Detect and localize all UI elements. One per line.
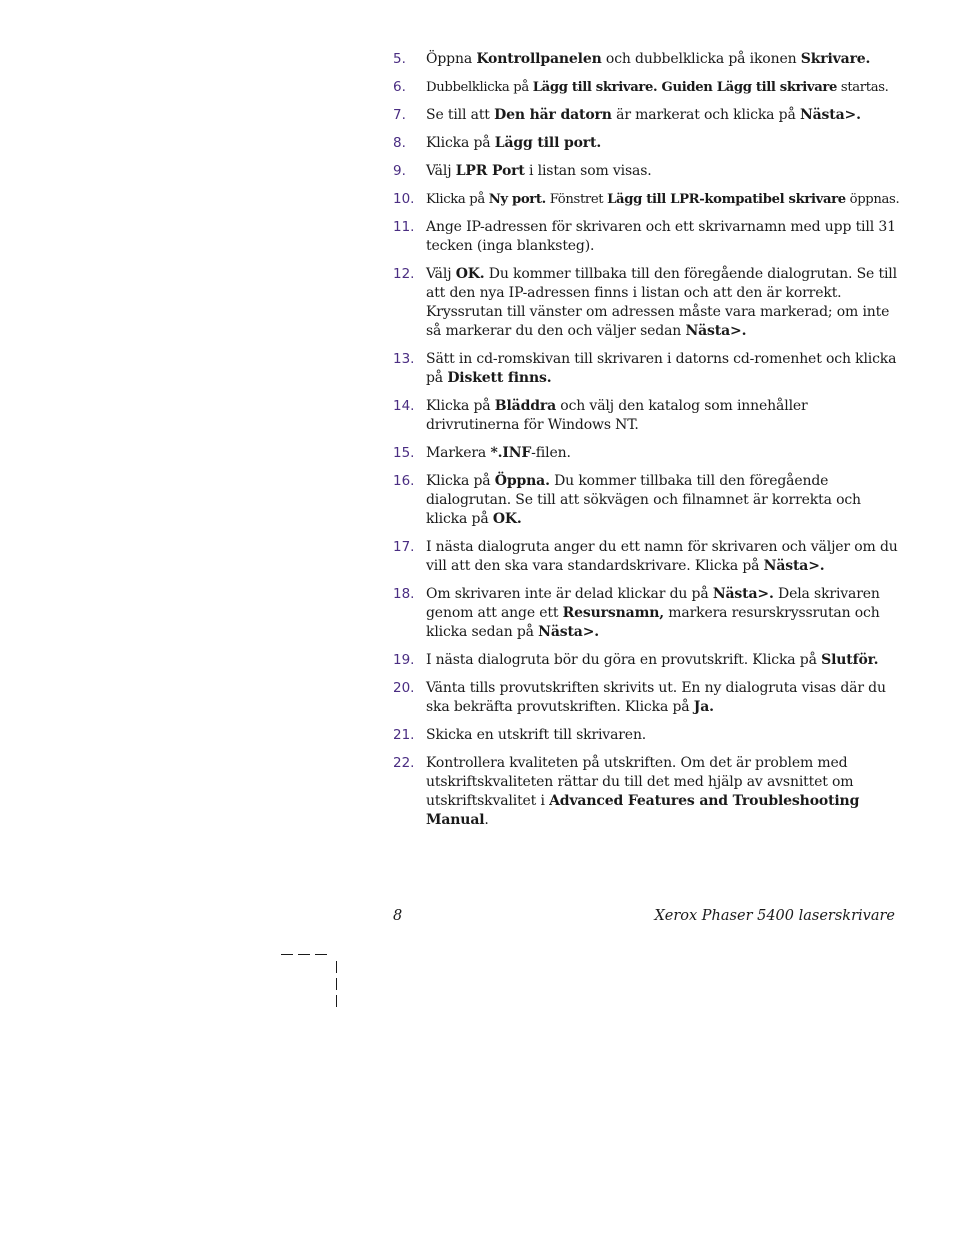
step-text-run: Ange IP-adressen för skrivaren och ett skrivarnamn med upp till 31 tecken (inga blanksteg).	[426, 219, 896, 254]
step-item	[393, 190, 903, 209]
step-text	[426, 265, 903, 341]
change-bar	[336, 961, 337, 973]
step-text	[426, 679, 903, 717]
step-text-bold: Diskett finns.	[447, 370, 552, 386]
step-text-run: Fönstret	[545, 192, 608, 207]
step-text	[426, 134, 903, 153]
crop-mark-dash	[315, 954, 327, 955]
step-number: 12.	[393, 266, 415, 282]
step-text	[426, 726, 903, 745]
step-text	[426, 162, 903, 181]
step-text-bold: Nästa>.	[685, 323, 747, 339]
step-text-bold: Nästa>.	[799, 107, 861, 123]
step-text-run: I nästa dialogruta bör du göra en provutskrift. Klicka på	[426, 652, 822, 668]
step-text	[426, 78, 903, 97]
step-text-bold: Ja.	[693, 699, 714, 715]
step-item	[393, 444, 903, 463]
step-item	[393, 350, 903, 388]
step-number: 21.	[393, 727, 415, 743]
step-text-bold: Lägg till LPR-kompatibel skrivare	[607, 192, 846, 207]
step-text-run: Välj	[426, 163, 456, 179]
step-text-run: Klicka på	[426, 192, 489, 207]
step-number: 6.	[393, 79, 406, 95]
step-text-run: och välj den katalog som innehåller drivrutinerna för Windows NT.	[426, 398, 808, 433]
step-item	[393, 754, 903, 830]
change-bar	[336, 995, 337, 1007]
step-text-bold: Resursnamn,	[562, 605, 664, 621]
step-text-bold: Skrivare.	[800, 51, 871, 67]
step-text	[426, 190, 903, 209]
step-item	[393, 585, 903, 642]
step-text-run: Vänta tills provutskriften skrivits ut. En ny dialogruta visas där du ska bekräfta provutskriften. Klicka på	[426, 680, 886, 715]
step-text-bold: Lägg till skrivare. Guiden Lägg till skrivare	[532, 80, 838, 95]
step-item	[393, 162, 903, 181]
step-text	[426, 651, 903, 670]
step-number: 13.	[393, 351, 415, 367]
step-text	[426, 106, 903, 125]
step-text-bold: OK.	[492, 511, 522, 527]
step-text-run: Dubbelklicka på	[426, 80, 533, 95]
step-item	[393, 78, 903, 97]
crop-mark-dash	[298, 954, 310, 955]
instruction-list	[393, 50, 903, 839]
step-item	[393, 538, 903, 576]
step-text-bold: LPR Port	[455, 163, 525, 179]
step-text-run: Om skrivaren inte är delad klickar du på	[426, 586, 713, 602]
step-item	[393, 134, 903, 153]
step-text-bold: Öppna.	[494, 473, 550, 489]
step-text-run: I nästa dialogruta anger du ett namn för skrivaren och väljer om du vill att den ska vara standardskrivare. Klicka på	[426, 539, 898, 574]
step-text	[426, 754, 903, 830]
step-number: 18.	[393, 586, 415, 602]
step-text-bold: OK.	[455, 266, 485, 282]
step-text-run: .	[484, 812, 489, 828]
step-item	[393, 726, 903, 745]
step-text-run: Klicka på	[426, 398, 495, 414]
step-number: 5.	[393, 51, 406, 67]
step-number: 14.	[393, 398, 415, 414]
step-item	[393, 651, 903, 670]
step-text	[426, 472, 903, 529]
step-item	[393, 106, 903, 125]
step-text	[426, 585, 903, 642]
step-text-bold: Lägg till port.	[494, 135, 602, 151]
step-number: 10.	[393, 191, 415, 207]
step-text-bold: Nästa>.	[538, 624, 600, 640]
step-text-run: Sätt in cd-romskivan till skrivaren i datorns cd-romenhet och klicka på	[426, 351, 897, 386]
crop-mark-dash	[281, 954, 293, 955]
page-number: 8	[393, 908, 403, 924]
step-text-run: i listan som visas.	[524, 163, 652, 179]
step-text-run: Dela skrivaren genom att ange ett	[426, 586, 880, 621]
step-text-run: och dubbelklicka på ikonen	[601, 51, 801, 67]
step-text	[426, 218, 903, 256]
step-text-run: Öppna	[426, 51, 477, 67]
step-text-bold: *.INF	[490, 445, 532, 461]
step-text	[426, 350, 903, 388]
step-text-run: öppnas.	[845, 192, 900, 207]
step-text-run: Markera	[426, 445, 491, 461]
step-text	[426, 397, 903, 435]
step-text-bold: Advanced Features and Troubleshooting Manual	[426, 793, 860, 828]
step-item	[393, 50, 903, 69]
step-item	[393, 472, 903, 529]
change-bar	[336, 978, 337, 990]
step-text-run: är markerat och klicka på	[611, 107, 800, 123]
step-number: 15.	[393, 445, 415, 461]
step-number: 17.	[393, 539, 415, 555]
step-text-bold: Kontrollpanelen	[476, 51, 602, 67]
step-text-run: Klicka på	[426, 473, 495, 489]
step-number: 7.	[393, 107, 406, 123]
step-text-run: Du kommer tillbaka till den föregående dialogrutan. Se till att den nya IP-adressen finns i listan och att den är korrekt. Kryssrutan till vänster om adressen måste vara markerad; om inte så markerar du den och väljer sedan	[426, 266, 897, 339]
step-item	[393, 218, 903, 256]
step-text-run: Välj	[426, 266, 456, 282]
step-text-bold: Slutför.	[821, 652, 879, 668]
step-text-run: Klicka på	[426, 135, 495, 151]
step-text-run: markera resurskryssrutan och klicka sedan på	[426, 605, 880, 640]
step-number: 20.	[393, 680, 415, 696]
step-text-bold: Ny port.	[488, 192, 546, 207]
step-item	[393, 265, 903, 341]
step-text-bold: Den här datorn	[494, 107, 612, 123]
step-number: 19.	[393, 652, 415, 668]
step-number: 8.	[393, 135, 406, 151]
step-item	[393, 679, 903, 717]
step-text-run: startas.	[837, 80, 889, 95]
step-text-run: Du kommer tillbaka till den föregående dialogrutan. Se till att sökvägen och filnamnet är korrekta och klicka på	[426, 473, 861, 527]
step-text-run: Skicka en utskrift till skrivaren.	[426, 727, 647, 743]
step-text	[426, 50, 903, 69]
step-text-run: Kontrollera kvaliteten på utskriften. Om det är problem med utskriftskvaliteten rättar du till det med hjälp av avsnittet om utskriftskvalitet i	[426, 755, 854, 809]
step-text-bold: Nästa>.	[763, 558, 825, 574]
step-number: 16.	[393, 473, 415, 489]
step-text-bold: Nästa>.	[712, 586, 774, 602]
step-text-bold: Bläddra	[494, 398, 556, 414]
step-number: 22.	[393, 755, 415, 771]
step-text	[426, 538, 903, 576]
step-text-run: Se till att	[426, 107, 495, 123]
step-number: 9.	[393, 163, 406, 179]
step-number: 11.	[393, 219, 415, 235]
step-item	[393, 397, 903, 435]
footer-product-title: Xerox Phaser 5400 laserskrivare	[654, 908, 895, 924]
step-text-run: -filen.	[531, 445, 571, 461]
step-text	[426, 444, 903, 463]
